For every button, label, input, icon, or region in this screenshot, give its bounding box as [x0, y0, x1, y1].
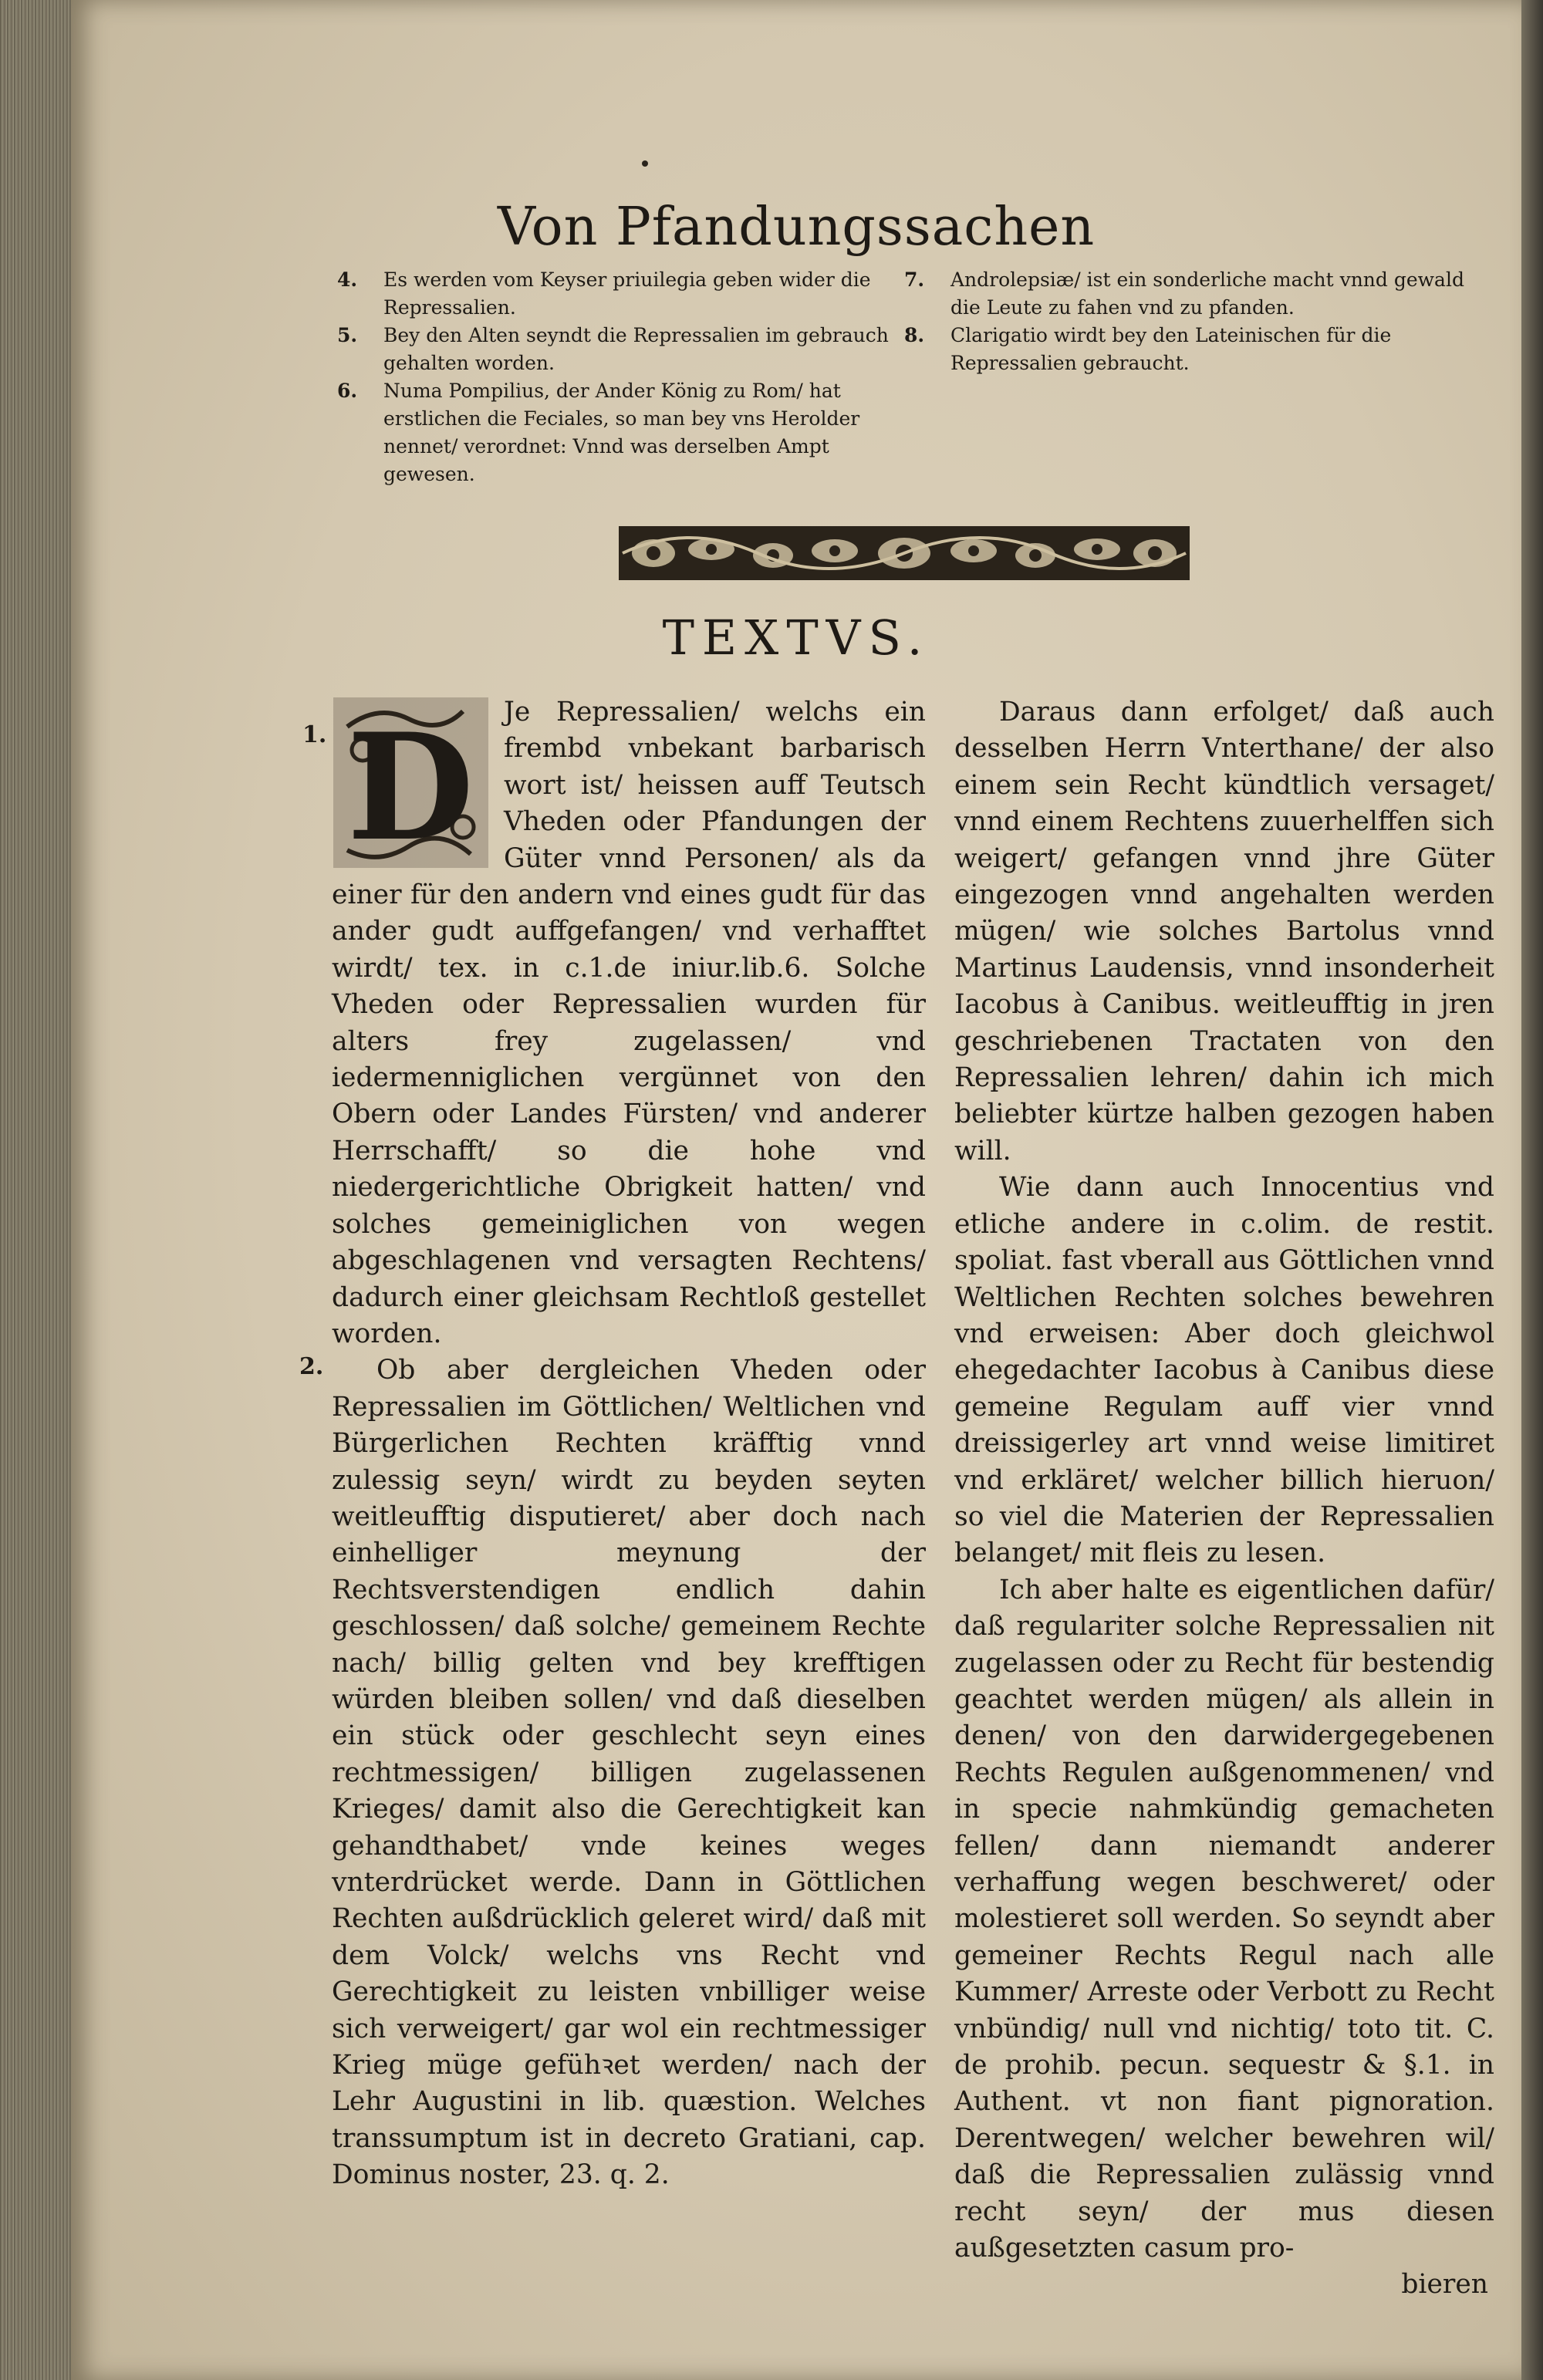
marginal-number: 1. — [302, 721, 327, 748]
paragraph: Je Repressalien/ welchs ein frembd vnbekant barbarisch wort ist/ heissen auff Teutsch Vheden oder Pfandungen der Güter vnnd Personen/ als da einer für den andern vnd eines gudt für das ander gudt auffgefangen/ vnd verhafftet wirdt/ tex. in c.1.de iniur.lib.6. Solche Vheden oder Repressalien wurden für alters frey zugelassen/ vnd iedermenniglichen vergünnet von den Obern oder Landes Fürsten/ vnd anderer Herrschafft/ so die hohe vnd niedergerichtliche Obrigkeit hatten/ vnd solches gemeiniglichen von wegen abgeschlagenen vnd versagten Rechtens/ dadurch einer gleichsam Rechtloß gestellet worden. — [332, 697, 926, 1349]
summary-item — [337, 322, 893, 377]
book-page — [71, 0, 1521, 2380]
text-column-left — [332, 694, 926, 2194]
summary-right — [904, 266, 1491, 377]
running-head: Von Pfandungssachen — [497, 197, 1096, 258]
summary-number: 6. — [337, 380, 358, 402]
ink-dot — [642, 160, 648, 167]
summary-text: Clarigatio wirdt bey den Lateinischen für die Repressalien gebraucht. — [950, 324, 1392, 374]
summary-number: 4. — [337, 268, 358, 291]
summary-text: Androlepsiæ/ ist ein sonderliche macht vnnd gewald die Leute zu fahen vnd zu pfanden. — [950, 268, 1464, 319]
summary-item — [337, 266, 893, 322]
section-title: TEXTVS. — [662, 609, 930, 666]
paragraph: Daraus dann erfolget/ daß auch desselben Herrn Vnterthane/ der also einem sein Recht kündtlich versaget/ vnnd einem Rechtens zuuerhelffen sich weigert/ gefangen vnnd jhre Güter eingezogen vnnd angehalten werden mügen/ wie solches Bartolus vnnd Martinus Laudensis, vnnd insonderheit Iacobus à Canibus. weitleufftig in jren geschriebenen Tractaten von den Repressalien lehren/ dahin ich mich beliebter kürtze halben gezogen haben will. — [954, 697, 1494, 1166]
paragraph: Ich aber halte es eigentlichen dafür/ daß regulariter solche Repressalien nit zugelassen oder zu Recht für bestendig geachtet werden mügen/ als allein in denen/ von den darwidergegebenen Rechts Regulen außgenommenen/ vnd in specie nahmkündig gemacheten fellen/ dann niemandt anderer verhaffung wegen beschweret/ oder molestieret soll werden. So seyndt aber gemeiner Rechts Regul nach alle Kummer/ Arreste oder Verbott zu Recht vnbündig/ null vnd nichtig/ toto tit. C. de prohib. pecun. sequestr & §.1. in Authent. vt non fiant pignoration. Derentwegen/ welcher bewehren wil/ daß die Repressalien zulässig vnnd recht seyn/ der mus diesen außgesetzten casum pro- — [954, 1574, 1494, 2264]
summary-item — [904, 322, 1491, 377]
decorated-initial-letter — [332, 696, 490, 869]
summary-text: Bey den Alten seyndt die Repressalien im gebrauch gehalten worden. — [383, 324, 889, 374]
text-column-right — [954, 694, 1494, 2304]
summary-item — [337, 377, 893, 488]
summary-item — [904, 266, 1491, 322]
summary-number: 5. — [337, 324, 358, 346]
catchword: bieren — [1401, 2269, 1488, 2301]
decorative-ornament-band — [619, 518, 1190, 588]
paragraph: Wie dann auch Innocentius vnd etliche andere in c.olim. de restit. spoliat. fast vberall aus Göttlichen vnnd Weltlichen Rechten solches bewehren vnd erweisen: Aber doch gleichwol ehegedachter Iacobus à Canibus diese gemeine Regulam auff vier vnnd dreissigerley art vnnd weise limitiret vnd erkläret/ welcher billich hieruon/ so viel die Materien der Repressalien belanget/ mit fleis zu lesen. — [954, 1172, 1494, 1569]
marginal-number: 2. — [299, 1353, 324, 1380]
svg-text:D: D — [346, 701, 474, 869]
summary-number: 7. — [904, 268, 925, 291]
summary-left — [337, 266, 893, 488]
summary-text: Es werden vom Keyser priuilegia geben wider die Repressalien. — [383, 268, 871, 319]
summary-number: 8. — [904, 324, 925, 346]
summary-text: Numa Pompilius, der Ander König zu Rom/ hat erstlichen die Feciales, so man bey vns Herolder nennet/ verordnet: Vnnd was derselben Ampt gewesen. — [383, 380, 860, 485]
paragraph: Ob aber dergleichen Vheden oder Repressalien im Göttlichen/ Weltlichen vnd Bürgerlichen Rechten kräfftig vnnd zulessig seyn/ wirdt zu beyden seyten weitleufftig disputieret/ aber doch nach einhelliger meynung der Rechtsverstendigen endlich dahin geschlossen/ daß solche/ gemeinem Rechte nach/ billig gelten vnd bey krefftigen würden bleiben sollen/ vnd daß dieselben ein stück oder geschlecht seyn eines rechtmessigen/ billigen zugelassenen Krieges/ damit also die Gerechtigkeit kan gehandthabet/ vnde keines weges vnterdrücket werde. Dann in Göttlichen Rechten außdrücklich geleret wird/ daß mit dem Volck/ welchs vns Recht vnd Gerechtigkeit zu leisten vnbilliger weise sich verweigert/ gar wol ein rechtmessiger Krieg müge gefühꝛet werden/ nach der Lehr Augustini in lib. quæstion. Welches transsumptum ist in decreto Gratiani, cap. Dominus noster, 23. q. 2. — [332, 1355, 926, 2191]
